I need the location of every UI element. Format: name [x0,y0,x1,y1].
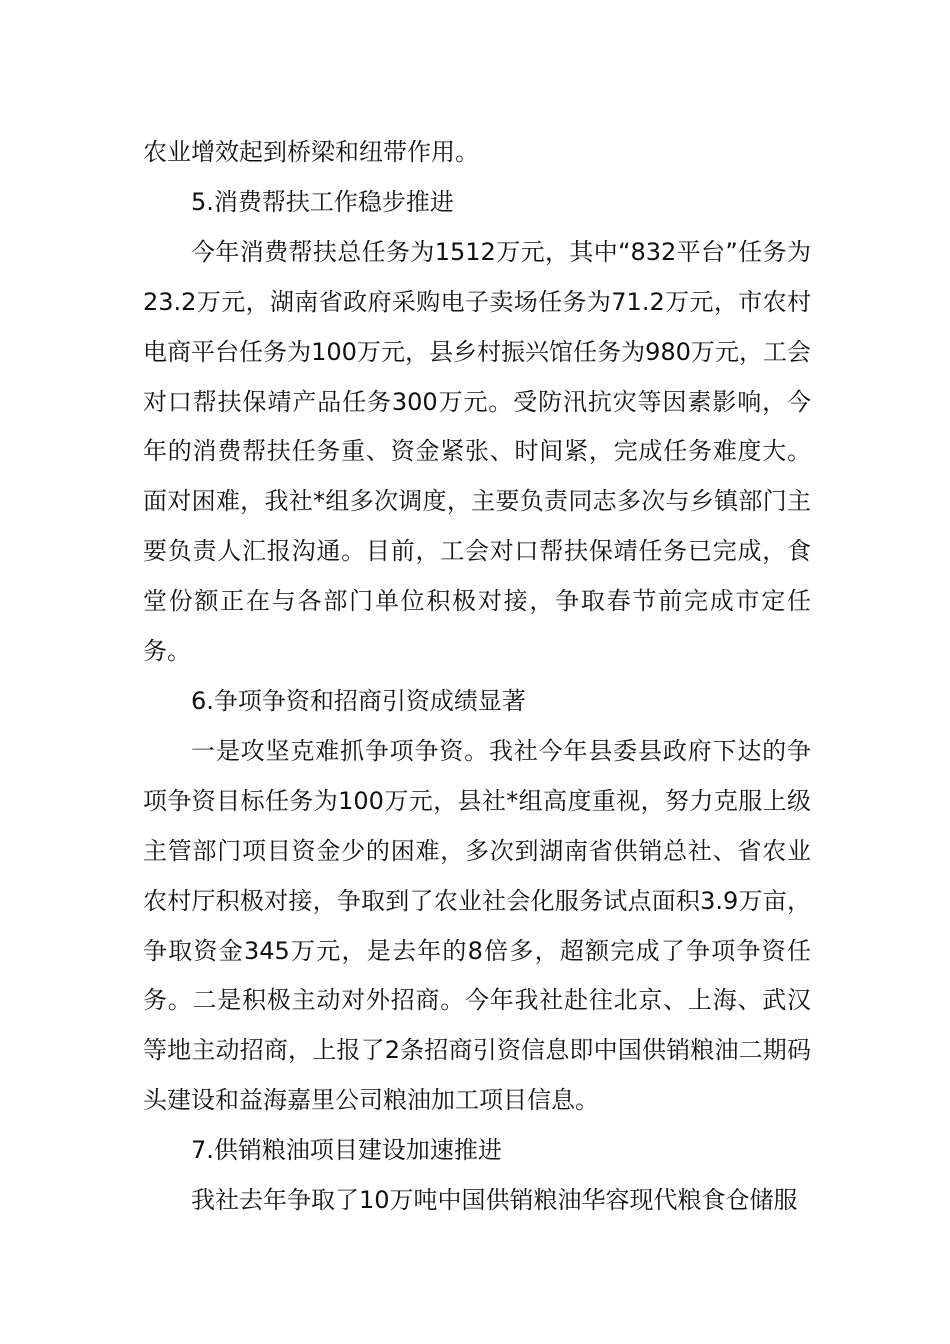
section-heading-5: 5.消费帮扶工作稳步推进 [191,187,454,216]
document-body [143,128,811,1226]
section-heading-7: 7.供销粮油项目建设加速推进 [191,1136,502,1165]
section-heading-6: 6.争项争资和招商引资成绩显著 [191,686,526,715]
paragraph-grain-project: 我社去年争取了10万吨中国供销粮油华容现代粮食仓储服 [191,1186,798,1215]
paragraph-funding-investment: 一是攻坚克难抓争项争资。我社今年县委县政府下达的争项争资目标任务为100万元，县社*组高度重视，努力克服上级主管部门项目资金少的困难，多次到湖南省供销总社、省农业农村厅积极对接，争取到了农业社会化服务试点面积3.9万亩，争取资金345万元，是去年的8倍多，超额完成了争项争资任务。二是积极主动对外招商。今年我社赴往北京、上海、武汉等地主动招商，上报了2条招商引资信息即中国供销粮油二期码头建设和益海嘉里公司粮油加工项目信息。 [143,736,811,1115]
paragraph-intro-tail: 农业增效起到桥梁和纽带作用。 [143,138,479,166]
paragraph-consumption-support: 今年消费帮扶总任务为1512万元，其中“832平台”任务为23.2万元，湖南省政府采购电子卖场任务为71.2万元，市农村电商平台任务为100万元，县乡村振兴馆任务为980万元，工会对口帮扶保靖产品任务300万元。受防汛抗灾等因素影响，今年的消费帮扶任务重、资金紧张、时间紧，完成任务难度大。面对困难，我社*组多次调度，主要负责同志多次与乡镇部门主要负责人汇报沟通。目前，工会对口帮扶保靖任务已完成，食堂份额正在与各部门单位积极对接，争取春节前完成市定任务。 [143,237,811,666]
